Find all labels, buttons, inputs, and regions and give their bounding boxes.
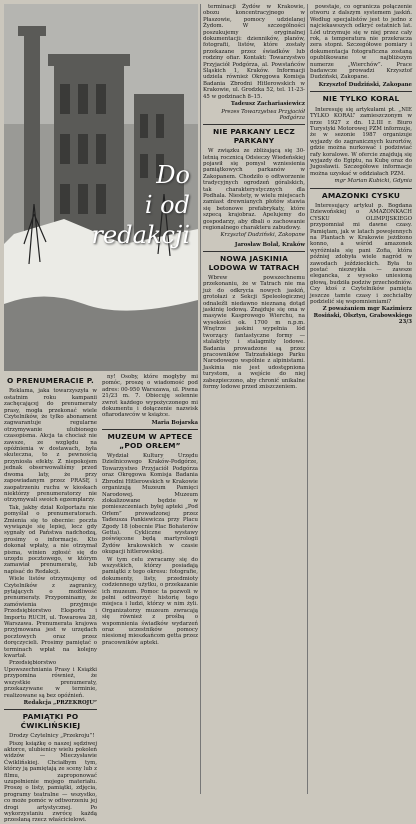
article-signature: Z poważaniem mgr Kazimierz Rosiński, Olsztyn, Grabowskiego 23/3 <box>313 306 412 326</box>
article-headline: AMAZONKI CYSKU <box>321 190 401 200</box>
article-headline: NIE TYLKO KORAL <box>322 94 400 104</box>
article-divider <box>203 124 305 125</box>
article-paragraph: Interesujący artykuł p. Bogdana Dziewońskiej o AMAZONKACH CYSKU OLIMPIJSKIEGO przypomniał mi dawne czasy. Pamiętam, jak w latach powojennych na Plantach w Krakowie jeżdżono konno, a wśród amazonek wyróżniała się pani Zofia, która później zdobyła wiele nagród w zawodach jeździeckich. Była to postać niezwykła — zawsze elegancka, z wysoko uniesioną głową, budziła podziw przechodniów. Czy ktoś z Czytelników pamięta jeszcze tamte czasy i zechciałby podzielić się wspomnieniami? <box>310 202 412 306</box>
article-paragraph: Reklama, jaka towarzyszyła w ostatnim roku kampanii zachęcającej do prenumeraty prasy, mogła przekonać wiele Czytelników, że tylko abonament zagwarantuje regularne otrzymywanie ulubionego czasopisma. Akcja ta chociaż nie zawsze, ze względu na opóźnienia w dostawach, była skuteczna, to z pewnością przyniosła efekty. Z niepokojem jednak obserwowaliśmy przed dwoma laty, że przy zapowiadanym przez PRASĘ i zaopatrzeniu ruchu w kioskach niektórzy prenumeratorzy nie otrzymywali swoich egzemplarzy. <box>4 388 97 504</box>
article-signature: Jarosław Bolał, Kraków <box>234 241 305 248</box>
article-paragraph: Wiele listów otrzymujemy od Czytelników z zagranicy, pytających o możliwość prenumeraty. Przypominamy, że zamówienia przyjmuje Przedsiębiorstwo Eksportu i Importu RUCH, ul. Towarowa 28, Warszawa. Prenumerata krajowa przyjmowana jest w urzędach pocztowych oraz przez doręczycieli. Prosimy pamiętać o terminach wpłat na kolejny kwartał. <box>4 576 97 660</box>
article-paragraph: Wbrew powszechnemu przekonaniu, że w Tatrach nie ma już do odkrycia nowych jaskiń, grotołazi z Sekcji Speleologicznej odnaleźli niedawno nieznaną dotąd jaskinię lodową. Znajduje się ona w masywie Kasprowego Wierchu, na wysokości ok. 1700 m n.p.m. Wnętrze jaskini wypełnia lód tworzący fantastyczne formy — stalaktyty i stalagmity lodowe. Badania prowadzone są przez pracowników Tatrzańskiego Parku Narodowego wspólnie z alpinistami. Jaskinia nie jest udostępniona turystom, a wejście do niej zabezpieczono, aby chronić unikalne formy lodowe przed zniszczeniem. <box>203 275 305 390</box>
article-signature: mgr Marian Kubicki, Gdynia <box>334 178 412 185</box>
article-paragraph: terminacji Żydów w Krakowie, obozu koncentracyjnego w Płaszowie, pomocy udzielanej Żydom. W szczególności poszukujemy oryginalnej dokumentacji: dzienników, planów, fotografii, listów, które zostały przekazane przez świadków lub rodziny ofiar. Kontakt: Towarzystwo Przyjaciół Podgórza, al. Powstańców Śląskich 1, Kraków. Informacji udziela również Okręgowa Komisja Badania Zbrodni Hitlerowskich w Krakowie, ul. Grodzka 52, tel. 11-23-45 w godzinach 8–15. <box>203 4 305 100</box>
article-paragraph: Drodzy Czytelnicy „Przekroju”! <box>9 733 95 740</box>
article-paragraph: Piszę książkę o naszej sędziwej aktorce, ulubienicy wielu pokoleń widzów — Mieczysławie Ćwiklińskiej. Chciałbym tym, którzy ją pamiętają ze sceny lub z filmu, zaproponować uzupełnienie mojego materiału. Proszę o listy, pamiątki, zdjęcia, programy teatralne — wszystko, co może pomóc w odtworzeniu jej drogi artystycznej. Po wykorzystaniu zwrócę każdą przesłaną rzecz właścicielowi. <box>4 740 97 824</box>
article-divider <box>310 188 412 189</box>
article-paragraph: Wydział Kultury Urzędu Dzielnicowego Kraków-Podgórze, Towarzystwo Przyjaciół Podgórza oraz Okręgowa Komisja Badania Zbrodni Hitlerowskich w Krakowie organizują Muzeum Pamięci Narodowej. Muzeum zlokalizowane będzie w pomieszczeniach byłej apteki „Pod Orłem” prowadzonej przez Tadeusza Pankiewicza przy Placu Zgody 18 (obecnie Plac Bohaterów Getta). Cykliczne wystawy poświęcone będą martyrologii Żydów krakowskich w czasie okupacji hitlerowskiej. <box>102 453 198 556</box>
article-signature: Maria Bojarska <box>151 419 198 426</box>
section-title-line3: redakcji <box>91 221 190 249</box>
article-signature: Krzysztof Dudziński, Zakopane <box>220 232 305 239</box>
article-divider <box>4 709 97 710</box>
column-1 <box>4 374 97 824</box>
section-title-line1: Do <box>156 161 190 189</box>
section-title-line2: i od <box>144 191 190 219</box>
column-3 <box>203 4 305 794</box>
article-headline: NIE PARKANY LECZ PARKANY <box>212 127 295 145</box>
article-headline: NOWA JASKINIA LODOWA W TATRACH <box>208 254 300 272</box>
article-headline: O PRENUMERACIE P. <box>6 376 95 385</box>
column-4 <box>310 4 412 794</box>
article-signature: Tadeusz Zachariasiewicz <box>230 101 305 108</box>
article-signature: Krzysztof Dudziński, Zakopane <box>318 81 412 88</box>
article-signature: Redakcja „PRZEKROJU” <box>23 699 97 706</box>
column-2 <box>102 374 198 794</box>
article-paragraph: Interesuję się artykułami pt. „NIE TYLKO KORAL” zamieszczonym w nrze 1927 z dn. 12.III r. Biuro Turystyki Motorowej PZM informuje, że w sezonie 1987 organizuje wyjazdy do zagranicznych kurortów, gdzie można nurkować i podziwiać rafy koralowe. W ofercie znajdują się wyjazdy do Egiptu, na Kubę oraz do Jugosławii. Szczegółowe informacje można uzyskać w oddziałach PZM. <box>310 106 412 177</box>
article-divider <box>203 251 305 252</box>
column-divider <box>200 4 201 794</box>
article-paragraph: W związku ze zbliżającą się 30-letnią rocznicą Odsieczy Wiedeńskiej pojawił się pomysł wzniesienia pamiątkowych parkanów w Zakopanem. Chodziło o odtworzenie tradycyjnych ogrodzeń góralskich, tak charakterystycznych dla Podhala. Niestety, w wielu miejscach zamiast drewnianych płotów stawia się betonowe prefabrykaty, które szpecą krajobraz. Apelujemy do gospodarzy, aby dbali o zachowanie regionalnego charakteru zabudowy. <box>203 148 305 231</box>
article-headline: PAMIĄTKI PO ĆWIKLIŃSKIEJ <box>20 712 81 730</box>
article-divider <box>102 429 198 430</box>
column-divider <box>307 4 308 794</box>
article-paragraph: ny! Osoby, które mogłyby mi pomóc, proszę o wiadomość pod adres: 00-950 Warszawa, ul. Piwna 21/23 m. 7. Obiecuję solennie zwrot każdego wypożyczonego mi dokumentu i dołączenie nazwisk ofiarodawców w książce. <box>102 374 198 419</box>
article-headline: MUZEUM W APTECE „POD ORŁEM” <box>107 432 193 450</box>
article-paragraph: Przedsiębiorstwo Upowszechniania Prasy i Książki przypomina również, że wszystkie prenumeraty, przekazywane w terminie, realizowane są bez opóźnień. <box>4 660 97 699</box>
header-photo <box>4 4 198 371</box>
article-divider <box>310 91 412 92</box>
article-signature-role: Prezes Towarzystwa Przyjaciół Podgórza <box>221 108 305 121</box>
article-paragraph: Tak, jakby dział Kolportażu nie pomyślał o prenumeratorach. Zmienia się to obecnie: poczta wywiązuje się lepiej, lecz gdy sygnały od Państwa nadchodzą, prosimy o informacje. Kto dokonał wpłaty, a nie otrzymał pisma, winien zgłosić się do urzędu pocztowego, w którym zamawiał prenumeratę, lub napisać do Redakcji. <box>4 504 97 575</box>
article-paragraph: W tym celu zwracamy się do wszystkich, którzy posiadają pamiątki z tego okresu: fotografie, dokumenty, listy, przedmioty codziennego użytku, o przekazanie ich muzeum. Pomoc ta pozwoli w pełni odtworzyć historię tego miejsca i ludzi, którzy w nim żyli. Organizatorzy muzeum zwracają się również z prośbą o wspomnienia świadków wydarzeń oraz uczestników pomocy niesionej mieszkańcom getta przez pracowników apteki. <box>102 556 198 646</box>
section-title <box>90 160 190 250</box>
article-paragraph: powstaje, co ogranicza połączenie otworu z dalszym systemem jaskiń. Według specjalistów jest to jedno z najciekawszych odkryć ostatnich lat. Lód utrzymuje się w niej przez cały rok, a temperatura nie przekracza zera stopni. Szczegółowe pomiary i dokumentacja fotograficzna zostaną opublikowane w najbliższym numerze „Wierchów”. Prace badawcze prowadzi Krzysztof Dudziński, Zakopane. <box>310 4 412 81</box>
